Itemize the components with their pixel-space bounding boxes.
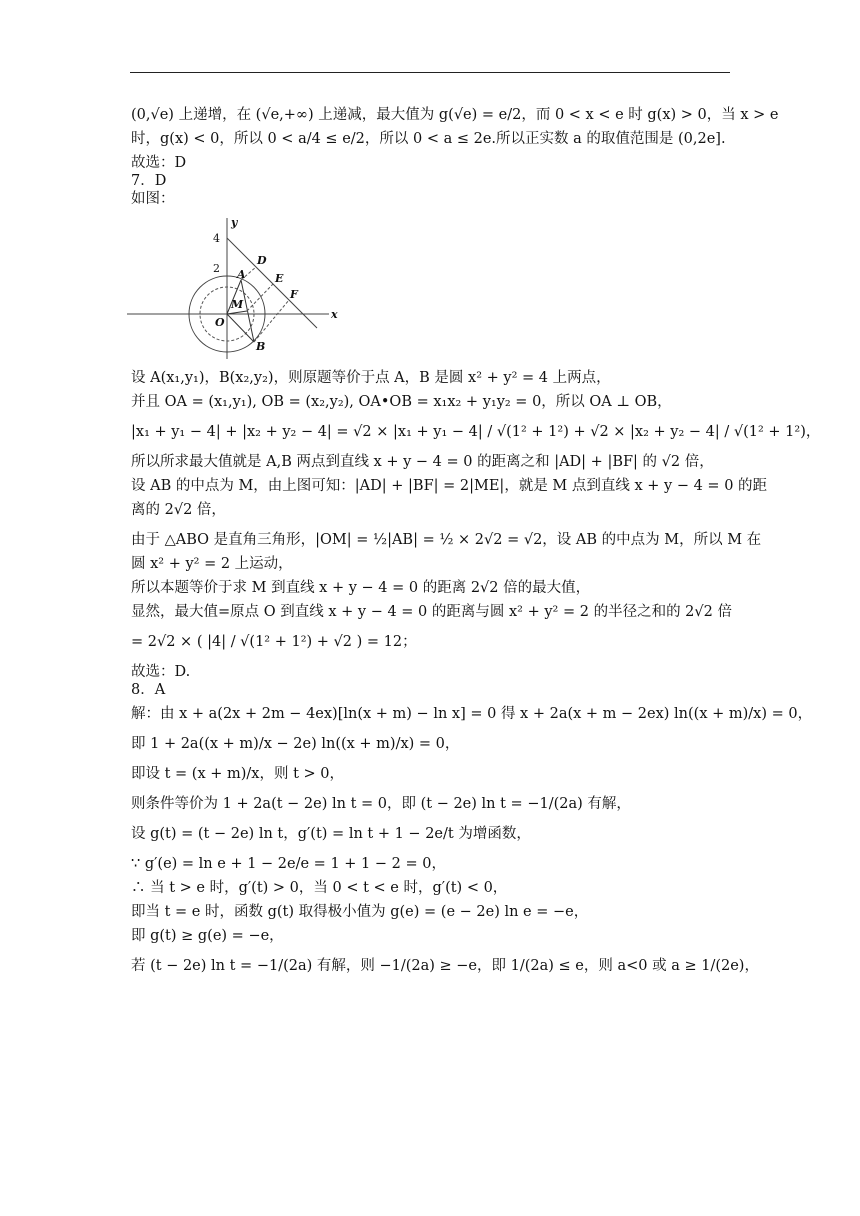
point-a-label: A [237,268,246,281]
point-e-label: E [275,272,284,285]
text-line: (0,√e) 上递增，在 (√e,+∞) 上递减，最大值为 g(√e) = e/2，而 0 < x < e 时 g(x) > 0，当 x > e [131,107,779,123]
text-line: ∴ 当 t > e 时，g′(t) > 0，当 0 < t < e 时，g′(t) < 0， [131,880,508,896]
text-line: 设 A(x₁,y₁)，B(x₂,y₂)，则原题等价于点 A，B 是圆 x² + y² = 4 上两点， [131,370,611,386]
text-line: 并且 OA = (x₁,y₁), OB = (x₂,y₂), OA•OB = x₁x₂ + y₁y₂ = 0，所以 OA ⊥ OB， [131,394,672,410]
circle-diagram [127,214,347,359]
text-line: 如图： [131,191,175,207]
text-line: 圆 x² + y² = 2 上运动， [131,556,293,572]
point-f-label: F [290,288,298,301]
problem-7-answer: 7．D [131,173,167,189]
text-line: 解：由 x + a(2x + 2m − 4ex)[ln(x + m) − ln x] = 0 得 x + 2a(x + m − 2ex) ln((x + m)/x) = 0， [131,706,813,722]
header-rule [130,72,730,73]
text-line: ∵ g′(e) = ln e + 1 − 2e/e = 1 + 1 − 2 = 0， [131,856,446,872]
tick-label-4: 4 [213,232,220,245]
text-line: 即当 t = e 时，函数 g(t) 取得极小值为 g(e) = (e − 2e) ln e = −e， [131,904,589,920]
document-body [131,106,821,975]
x-axis-label: x [331,308,338,321]
point-d-label: D [257,254,267,267]
text-line: 即设 t = (x + m)/x，则 t > 0， [131,766,345,782]
text-line: 则条件等价为 1 + 2a(t − 2e) ln t = 0，即 (t − 2e) ln t = −1/(2a) 有解， [131,796,631,812]
text-line: 故选：D. [131,664,191,680]
tick-label-2: 2 [213,262,220,275]
problem-8-answer: 8．A [131,682,166,698]
text-line: = 2√2 × ( |4| / √(1² + 1²) + √2 ) = 12； [131,634,417,650]
text-line: |x₁ + y₁ − 4| + |x₂ + y₂ − 4| = √2 × |x₁ + y₁ − 4| / √(1² + 1²) + √2 × |x₂ + y₂ − 4| / √(1² + 1²)， [131,424,821,440]
text-line: 所以所求最大值就是 A,B 两点到直线 x + y − 4 = 0 的距离之和 |AD| + |BF| 的 √2 倍， [131,454,714,470]
text-line: 所以本题等价于求 M 到直线 x + y − 4 = 0 的距离 2√2 倍的最大值， [131,580,591,596]
point-b-label: B [256,340,266,353]
point-m-label: M [231,298,244,311]
text-line: 设 g(t) = (t − 2e) ln t，g′(t) = ln t + 1 − 2e/t 为增函数， [131,826,531,842]
text-line: 即 g(t) ≥ g(e) = −e， [131,928,284,944]
text-line: 若 (t − 2e) ln t = −1/(2a) 有解，则 −1/(2a) ≥ −e，即 1/(2a) ≤ e，则 a<0 或 a ≥ 1/(2e)， [131,958,759,974]
text-line: 设 AB 的中点为 M，由上图可知：|AD| + |BF| = 2|ME|，就是 M 点到直线 x + y − 4 = 0 的距 [131,478,768,494]
text-line: 即 1 + 2a((x + m)/x − 2e) ln((x + m)/x) = 0， [131,736,460,752]
geometry-figure [127,214,347,359]
text-line: 显然，最大值=原点 O 到直线 x + y − 4 = 0 的距离与圆 x² + y² = 2 的半径之和的 2√2 倍 [131,604,732,620]
origin-label: O [215,316,225,329]
text-line: 故选：D [131,155,187,171]
y-axis-label: y [231,216,238,229]
text-line: 离的 2√2 倍， [131,502,226,518]
text-line: 由于 △ABO 是直角三角形，|OM| = ½|AB| = ½ × 2√2 = √2，设 AB 的中点为 M，所以 M 在 [131,532,762,548]
text-line: 时，g(x) < 0，所以 0 < a/4 ≤ e/2，所以 0 < a ≤ 2e.所以正实数 a 的取值范围是 (0,2e]. [131,131,726,147]
